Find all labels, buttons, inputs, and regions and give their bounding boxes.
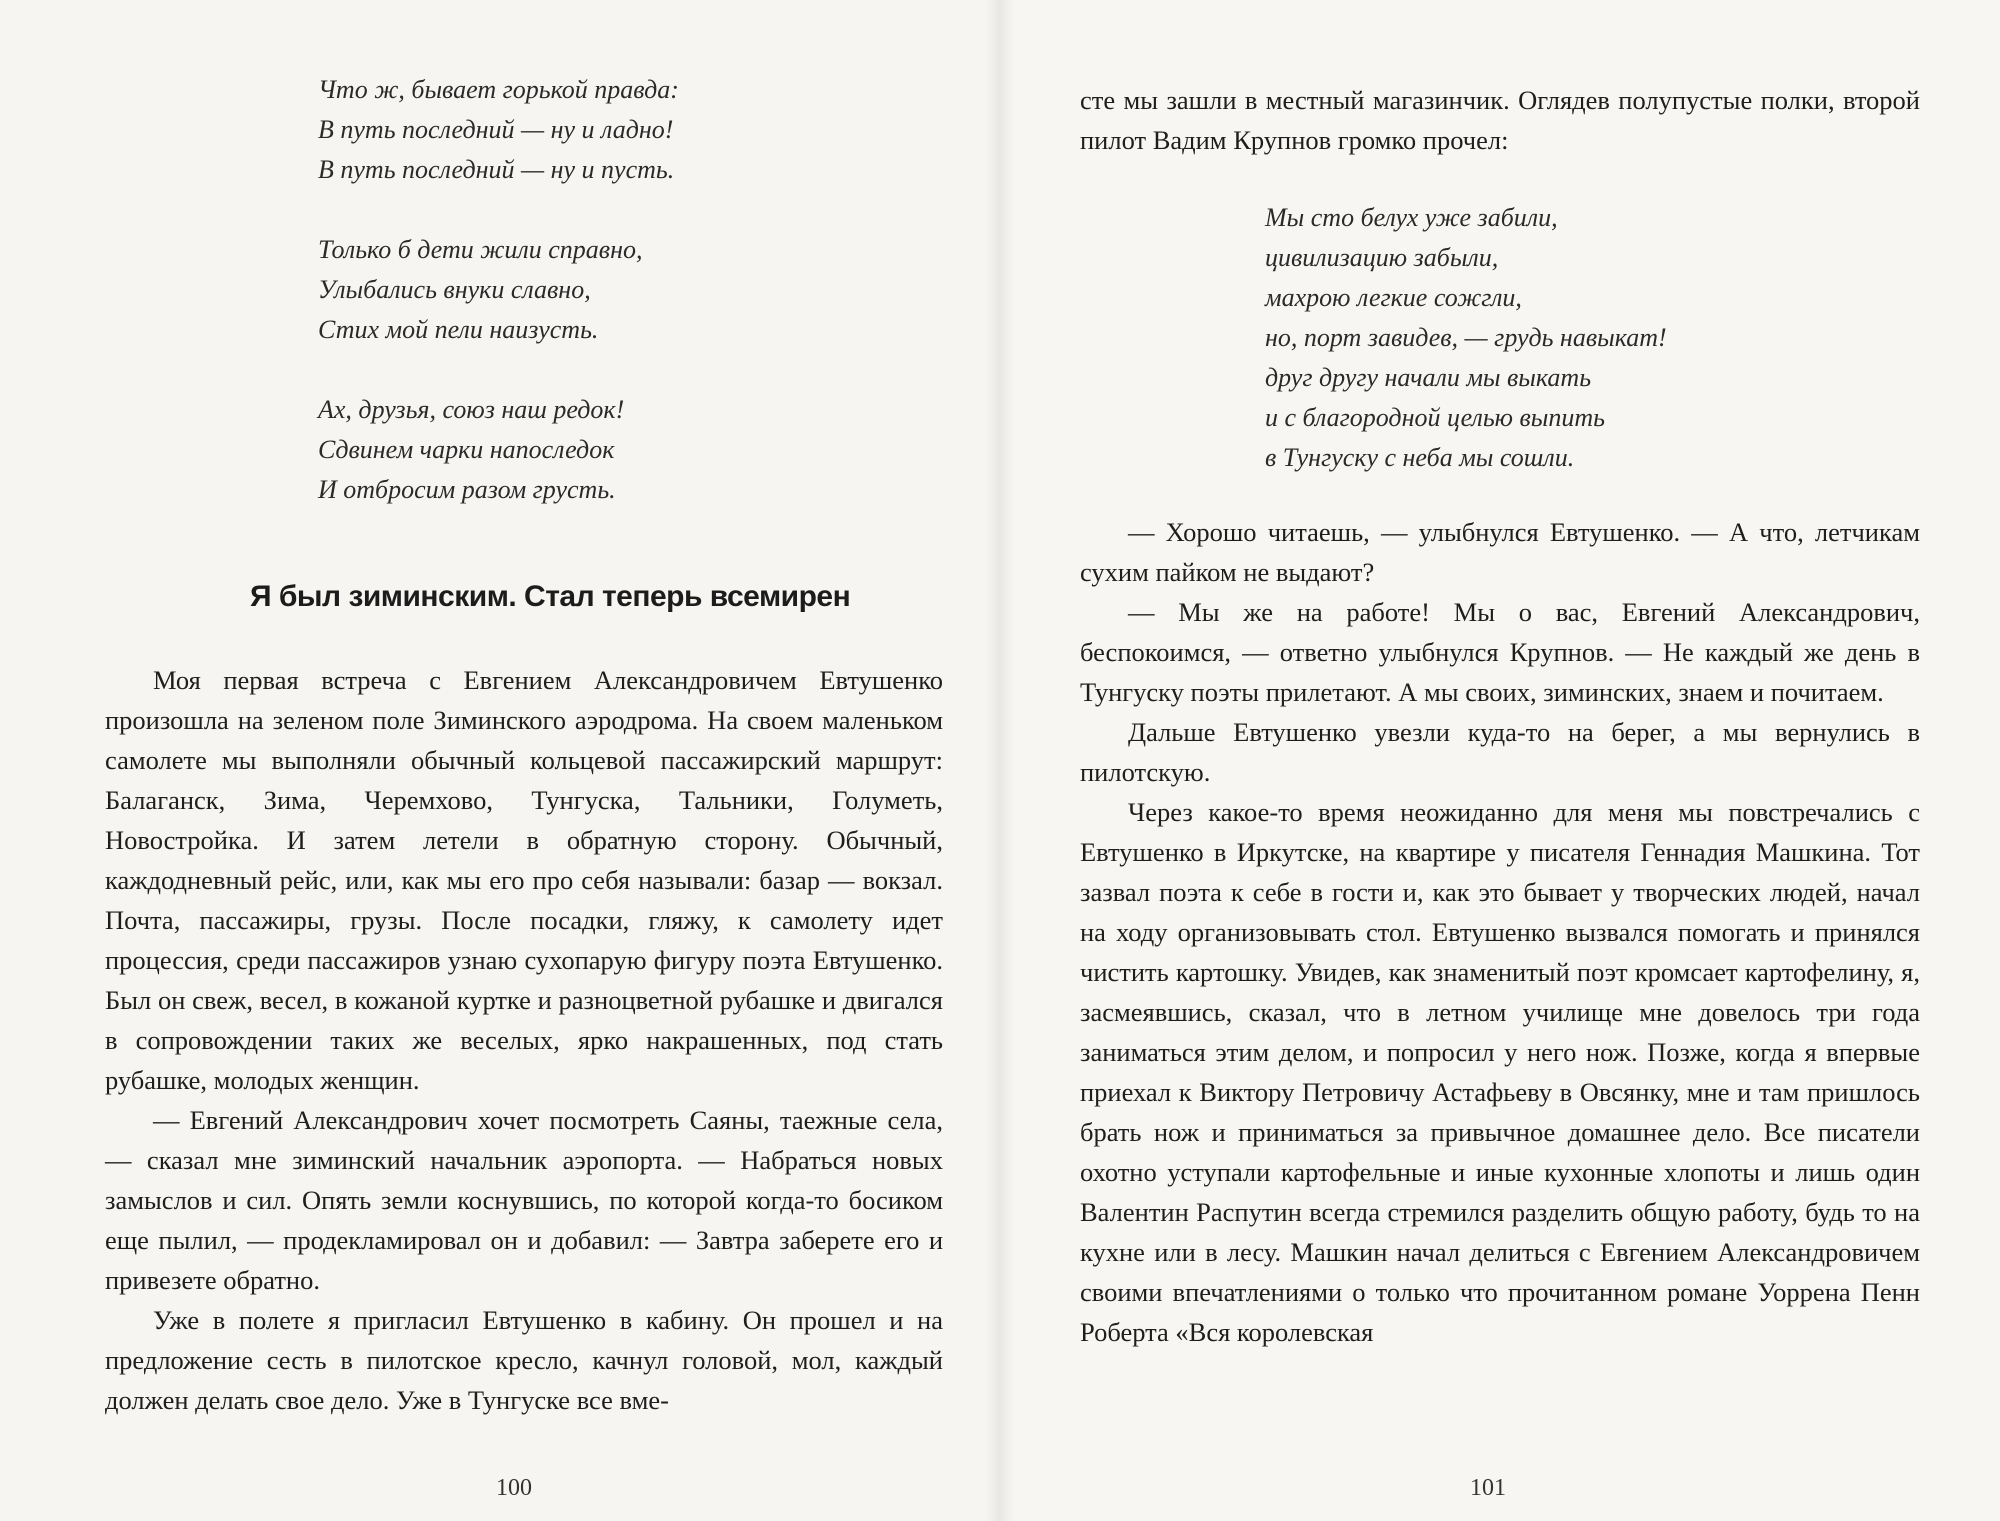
poem-line: друг другу начали мы выкать — [1265, 363, 1592, 392]
poem-line: Сдвинем чарки напоследок — [318, 435, 615, 464]
left-poem — [318, 70, 679, 550]
paragraph: Моя первая встреча с Евгением Александровичем Евтушенко произошла на зеленом поле Зиминского аэродрома. На своем маленьком самолете мы выполняли обычный кольцевой пассажирский маршрут: Балаганск, Зима, Черемхово, Тунгуска, Тальники, Голуметь, Новостройка. И затем летели в обратную сторону. Обычный, каждодневный рейс, или, как мы его про себя называли: базар — вокзал. Почта, пассажиры, грузы. После посадки, гляжу, к самолету идет процессия, среди пассажиров узнаю сухопарую фигуру поэта Евтушенко. Был он свеж, весел, в кожаной куртке и разноцветной рубашке и двигался в сопровождении таких же веселых, ярко накрашенных, под стать рубашке, молодых женщин. — [105, 665, 943, 1095]
poem-line: В путь последний — ну и пусть. — [318, 155, 675, 184]
left-prose — [105, 660, 943, 1420]
poem-line: но, порт завидев, — грудь навыкат! — [1265, 323, 1667, 352]
chapter-heading: Я был зиминским. Стал теперь всемирен — [250, 580, 851, 613]
paragraph: — Мы же на работе! Мы о вас, Евгений Александрович, беспокоимся, — ответно улыбнулся Крупнов. — Не каждый же день в Тунгуску поэты прилетают. А мы своих, зиминских, знаем и почитаем. — [1080, 597, 1920, 707]
right-continuation — [1080, 80, 1920, 160]
poem-line: Что ж, бывает горькой правда: — [318, 75, 679, 104]
poem-stanza — [318, 230, 679, 350]
paragraph: Уже в полете я пригласил Евтушенко в кабину. Он прошел и на предложение сесть в пилотское кресло, качнул головой, мол, каждый должен делать свое дело. Уже в Тунгуске все вме- — [105, 1305, 943, 1415]
poem-line: И отбросим разом грусть. — [318, 475, 616, 504]
poem-line: Только б дети жили справно, — [318, 235, 643, 264]
right-prose — [1080, 512, 1920, 1352]
right-page — [1000, 0, 2000, 1521]
poem-line: В путь последний — ну и ладно! — [318, 115, 674, 144]
page-number-left: 100 — [496, 1475, 532, 1501]
poem-line: в Тунгуску с неба мы сошли. — [1265, 443, 1575, 472]
poem-stanza — [318, 390, 679, 510]
paragraph: Через какое-то время неожиданно для меня мы повстречались с Евтушенко в Иркутске, на квартире у писателя Геннадия Машкина. Тот зазвал поэта к себе в гости и, как это бывает у творческих людей, начал на ходу организовывать стол. Евтушенко вызвался помогать и принялся чистить картошку. Увидев, как знаменитый поэт кромсает картофелину, я, засмеявшись, сказал, что в летном училище мне довелось три года заниматься этим делом, и попросил у него нож. Позже, когда я впервые приехал к Виктору Петровичу Астафьеву в Овсянку, мне и там пришлось брать нож и приниматься за привычное домашнее дело. Все писатели охотно уступали картофельные и иные кухонные хлопоты и лишь один Валентин Распутин всегда стремился разделить общую работу, будь то на кухне или в лесу. Машкин начал делиться с Евгением Александровичем своими впечатлениями о только что прочитанном романе Уоррена Пенн Роберта «Вся королевская — [1080, 797, 1920, 1347]
paragraph: Дальше Евтушенко увезли куда-то на берег, а мы вернулись в пилотскую. — [1080, 717, 1920, 787]
paragraph: — Хорошо читаешь, — улыбнулся Евтушенко. — А что, летчикам сухим пайком не выдают? — [1080, 517, 1920, 587]
poem-stanza — [318, 70, 679, 190]
poem-line: Улыбались внуки славно, — [318, 275, 591, 304]
poem-line: Стих мой пели наизусть. — [318, 315, 599, 344]
poem-line: цивилизацию забыли, — [1265, 243, 1499, 272]
poem-line: Мы сто белух уже забили, — [1265, 203, 1558, 232]
book-gutter — [985, 0, 1015, 1521]
poem-line: махрою легкие сожгли, — [1265, 283, 1522, 312]
page-number-right: 101 — [1470, 1475, 1506, 1501]
right-poem — [1265, 198, 1667, 478]
paragraph: — Евгений Александрович хочет посмотреть Саяны, таежные села, — сказал мне зиминский начальник аэропорта. — Набраться новых замыслов и сил. Опять земли коснувшись, по которой когда-то босиком еще пылил, — продекламировал он и добавил: — Завтра заберете его и привезете обратно. — [105, 1105, 943, 1295]
paragraph: сте мы зашли в местный магазинчик. Оглядев полупустые полки, второй пилот Вадим Крупнов громко прочел: — [1080, 85, 1920, 155]
poem-line: и с благородной целью выпить — [1265, 403, 1606, 432]
poem-line: Ах, друзья, союз наш редок! — [318, 395, 625, 424]
